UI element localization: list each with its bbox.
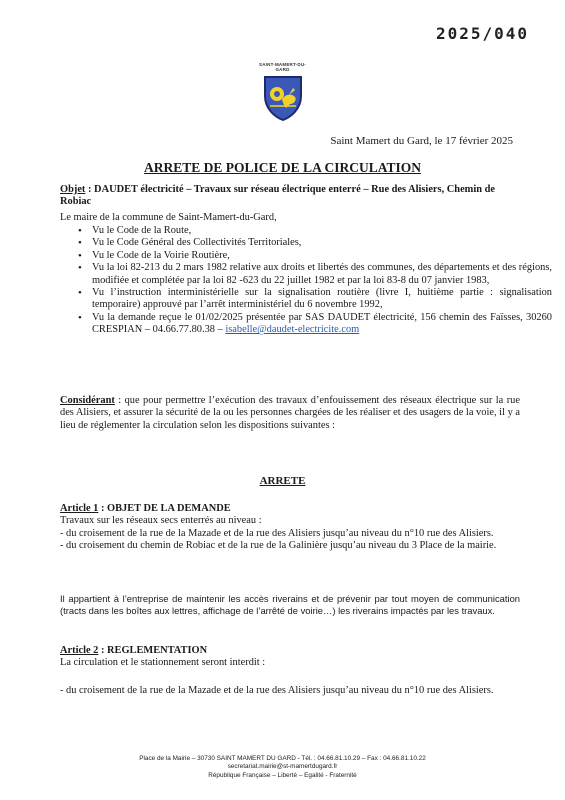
reference-number: 2025/040 xyxy=(435,24,529,43)
footer xyxy=(0,755,565,780)
vu-item-demande xyxy=(92,312,552,337)
footer-address: Place de la Mairie – 30730 SAINT MAMERT DU GARD - Tél. : 04.66.81.10.29 – Fax : 04.66.81.10.22 xyxy=(139,755,426,762)
considerant-paragraph xyxy=(60,395,520,432)
document-title: ARRETE DE POLICE DE LA CIRCULATION xyxy=(144,160,421,175)
article-1-info: Il appartient à l’entreprise de maintenir les accès riverains et de prévenir par tout moyen de communication (tracts dans les boîtes aux lettres, affichage de l’arrêté de voirie…) les riverains impactés par les travaux. xyxy=(60,593,520,616)
article-1 xyxy=(60,503,520,553)
footer-email: secretariat.mairie@st-mamertdugard.fr xyxy=(227,763,338,771)
considerant-label: Considérant xyxy=(60,395,115,406)
vu-item: • Vu le Code de la Route, xyxy=(92,225,552,237)
place-date: Saint Mamert du Gard, le 17 février 2025 xyxy=(330,135,513,147)
municipal-crest xyxy=(253,62,313,122)
article-1-line: Travaux sur les réseaux secs enterrés au niveau : xyxy=(60,515,262,527)
vu-item: • Vu l’instruction interministérielle sur la signalisation routière (livre I, huitième partie : signalisation temporaire) approuvé par l’arrêt interministériel du 6 novembre 1992, xyxy=(92,287,552,312)
article-2 xyxy=(60,645,520,670)
intro-line: Le maire de la commune de Saint-Mamert-du-Gard, xyxy=(60,212,277,223)
vu-item-text: Vu la demande reçue le 01/02/2025 présentée par SAS DAUDET électricité, 156 chemin des Faïsses, 30260 CRESPIAN – 04.66.77.80.38 – xyxy=(92,311,552,336)
considerant-text: : que pour permettre l’exécution des travaux d’enfouissement des réseaux électrique sur la rue des Alisiers, et assurer la sécurité de la ou les personnes chargées de les réaliser et des usagers de la voie, il y a lieu de réglementer la circulation selon les dispositions suivantes : xyxy=(60,395,520,431)
article-2-heading: Article 2 : REGLEMENTATION xyxy=(60,645,208,656)
article-2-item: - du croisement de la rue de la Mazade et de la rue des Alisiers jusqu’au niveau du n°10 rue des Alisiers. xyxy=(60,685,494,696)
vu-item: • Vu le Code de la Voirie Routière, xyxy=(92,250,552,262)
coat-of-arms-icon xyxy=(262,74,304,122)
crest-label: SAINT-MAMERT-DU-GARD xyxy=(259,62,306,72)
arrete-heading: ARRETE xyxy=(259,475,306,487)
article-1-line: - du croisement de la rue de la Mazade et de la rue des Alisiers jusqu’au niveau du n°10 rue des Alisiers. xyxy=(60,527,494,539)
objet-label: Objet xyxy=(60,184,86,195)
objet-text: : DAUDET électricité – Travaux sur réseau électrique enterré – Rue des Alisiers, Chemin de Robiac xyxy=(60,184,495,208)
vu-item: • Vu le Code Général des Collectivités Territoriales, xyxy=(92,237,552,249)
objet-paragraph xyxy=(60,184,520,209)
article-2-line: La circulation et le stationnement seront interdit : xyxy=(60,657,266,669)
vu-item: • Vu la loi 82-213 du 2 mars 1982 relative aux droits et libertés des communes, des départements et des régions, modifiée et complétée par la loi 82 -623 du 22 juillet 1982 et par la loi 83-8 du 07 janvier 1983, xyxy=(92,262,552,287)
article-1-heading: Article 1 : OBJET DE LA DEMANDE xyxy=(60,503,231,514)
footer-motto: République Française – Liberté – Egalité - Fraternité xyxy=(208,771,357,779)
vu-list xyxy=(60,225,552,337)
article-1-line: - du croisement du chemin de Robiac et de la rue de la Galinière jusqu’au niveau du 3 Place de la mairie. xyxy=(60,540,497,552)
email-link[interactable]: isabelle@daudet-electricite.com xyxy=(225,324,360,336)
